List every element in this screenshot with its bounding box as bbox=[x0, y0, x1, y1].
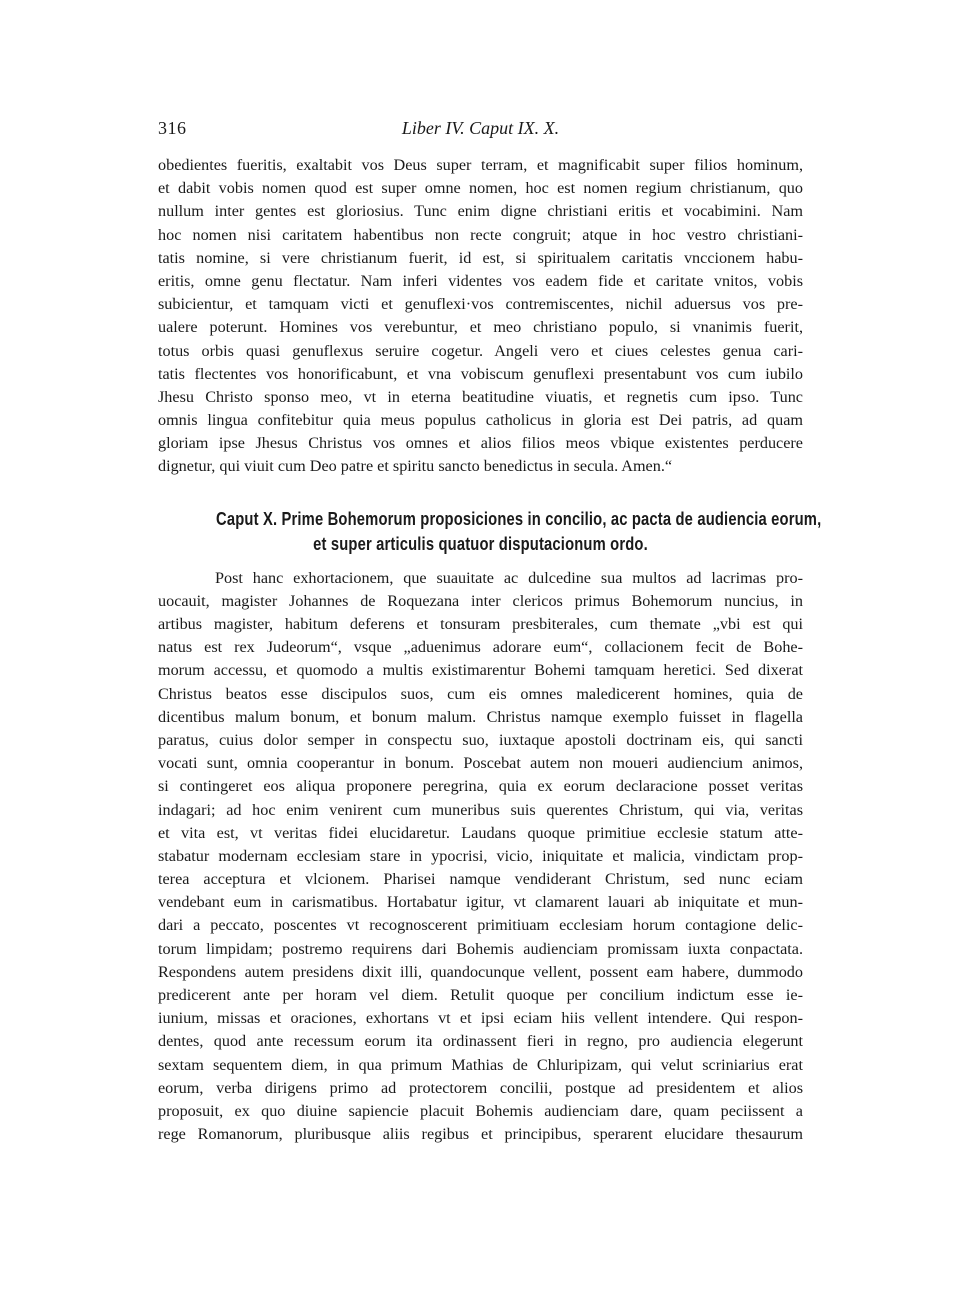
text-line: Christus beatos esse discipulos suos, cum eis omnes maledicerent homines, quia de bbox=[158, 684, 803, 703]
text-line: vocati sunt, omnia cooperantur in bonum. Poscebat autem non moueri audiencium animos, bbox=[158, 754, 803, 773]
chapter-heading-line: et super articulis quatuor disputacionum ordo. bbox=[313, 533, 648, 554]
text-line: morum accessu, et quomodo a multis existimarentur Bohemi tamquam heretici. Sed dixerat bbox=[158, 661, 803, 680]
book-page bbox=[158, 118, 822, 1146]
text-line: eritis, omne genu flectatur. Nam inferi videntes vos eadem fide et caritate vnitos, vobis bbox=[158, 271, 803, 290]
text-line: si contingeret eos aliqua proponere peregrina, quia ex eorum declaracione posset veritas bbox=[158, 777, 803, 796]
text-line: obedientes fueritis, exaltabit vos Deus super terram, et magnificabit super filios hominum, bbox=[158, 156, 803, 174]
chapter-heading-line: Caput X. Prime Bohemorum proposiciones in concilio, ac pacta de audiencia eorum, bbox=[216, 508, 822, 529]
text-line: tatis flectentes vos honorificabunt, et vna vobiscum genuflexi presentabunt vos cum iubilo bbox=[158, 364, 803, 383]
text-line: terea acceptura et vlcionem. Pharisei namque vendiderant Christum, sed nunc eciam bbox=[158, 870, 803, 889]
text-line: ualere poterunt. Homines vos verebuntur, et meo christiano populo, si vnanimis fuerit, bbox=[158, 318, 803, 337]
text-line: proposuit, ex quo diuine sapiencie placuit Bohemis audienciam dare, quam peciissent a bbox=[158, 1101, 803, 1120]
running-head bbox=[158, 118, 803, 144]
text-line: eorum, verba dirigens primo ad protectorem concilii, postque ad presidentem et alios bbox=[158, 1078, 803, 1097]
text-line: subicientur, et tamquam victi et genuflexi·vos contremiscentes, nichil aduersus vos pre- bbox=[158, 295, 803, 314]
text-line: Post hanc exhortacionem, que suauitate ac dulcedine sua multos ad lacrimas pro- bbox=[215, 568, 803, 587]
chapter-heading bbox=[158, 507, 822, 557]
page-number: 316 bbox=[158, 118, 187, 138]
text-line: dignetur, qui viuit cum Deo patre et spiritu sancto benedictus in secula. Amen.“ bbox=[158, 457, 673, 476]
text-line: nullum inter gentes est gloriosius. Tunc enim digne christiani eritis et vocabimini. Nam bbox=[158, 202, 803, 221]
text-line: torum limpidam; postremo requirens dari Bohemis audienciam promissam iuxta conpactata. bbox=[158, 939, 803, 958]
text-line: hoc nomen nisi caritatem habentibus non recte congruit; atque in hoc vestro christiani- bbox=[158, 225, 803, 244]
text-line: dicentibus malum bonum, et bonum malum. Christus namque exemplo fuisset in flagella bbox=[158, 707, 803, 726]
text-line: rege Romanorum, pluribusque aliis regibus et principibus, sperarent elucidare thesaurum bbox=[158, 1125, 803, 1144]
text-line: tatis nomine, si vere christianum fuerit, id est, si spiritualem caritatis vnccionem habu- bbox=[158, 248, 803, 267]
paragraph-continued bbox=[158, 154, 803, 479]
text-line: indagari; ad hoc enim venirent cum muneribus suis querentes Christum, qui via, veritas bbox=[158, 800, 803, 819]
text-line: predicerent ante per horam vel diem. Retulit quoque per concilium indictum esse ie- bbox=[158, 986, 803, 1004]
text-line: paratus, cuius dolor semper in conspectu suo, iuxtaque apostoli doctrinam eis, qui sancti bbox=[158, 730, 803, 749]
text-line: natus est rex Judeorum“, vsque „aduenimus adorare eum“, collacionem fecit de Bohe- bbox=[158, 638, 803, 657]
text-line: uocauit, magister Johannes de Roquezana inter clericos primus Bohemorum nuncius, in bbox=[158, 591, 803, 610]
text-line: dentes, quod ante recessum eorum ita ordinassent fieri in regno, pro audiencia elegerunt bbox=[158, 1032, 803, 1051]
text-line: iunium, missas et oraciones, exhortans vt et ipsi eciam hiis vellent intendere. Qui respon- bbox=[158, 1009, 803, 1028]
text-line: artibus magister, habitum deferens et tonsuram presbiterales, cum themate „vbi est qui bbox=[158, 615, 803, 633]
text-line: Respondens autem presidens dixit illi, quandocunque vellent, possent eam habere, dummodo bbox=[158, 962, 803, 981]
text-line: sextam sequentem diem, in qua primum Mathias de Chluripizam, qui velut scriniarius erat bbox=[158, 1055, 803, 1074]
text-line: stabatur modernam ecclesiam stare in ypocrisi, vicio, iniquitate et malicia, vindictam prop- bbox=[158, 846, 803, 865]
text-line: vendebant eum in carismatibus. Hortabatur igitur, vt clamarent lauari ab iniquitate et mun- bbox=[158, 893, 803, 912]
text-line: gloriam ipse Jhesus Christus vos omnes et alios filios meos vbique existentes perducere bbox=[158, 434, 803, 453]
paragraph-body bbox=[158, 567, 803, 1147]
text-line: et vita est, vt veritas fidei elucidaretur. Laudans quoque primitiue ecclesie statum atte- bbox=[158, 823, 803, 842]
text-line: totus orbis quasi genuflexus seruire cogetur. Angeli vero et ciues celestes genua cari- bbox=[158, 341, 803, 360]
running-title: Liber IV. Caput IX. X. bbox=[401, 118, 560, 138]
text-line: dari a peccato, poscentes vt recognoscerent primitiuam ecclesiam horum contagione delic- bbox=[158, 916, 803, 935]
text-line: omnis lingua confitebitur quia meus populus catholicus in gloria est Dei patris, ad quam bbox=[158, 411, 803, 430]
text-line: et dabit vobis nomen quod est super omne nomen, hoc est nomen regium christianum, quo bbox=[158, 179, 803, 198]
text-line: Jhesu Christo sponso meo, vt in eterna beatitudine viuatis, et regnetis cum ipso. Tunc bbox=[158, 387, 803, 406]
